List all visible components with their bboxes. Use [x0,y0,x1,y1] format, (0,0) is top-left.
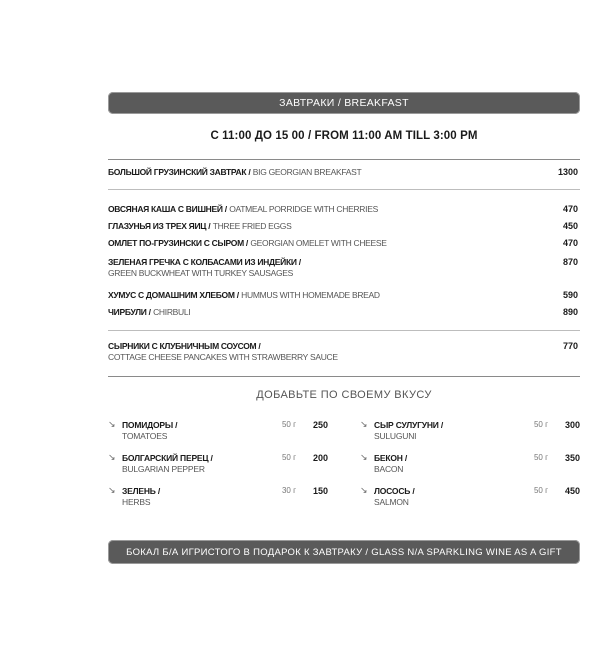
addon-price: 450 [564,486,580,496]
menu-item-ru: ГЛАЗУНЬЯ ИЗ ТРЕХ ЯИЦ / [108,221,211,231]
menu-item-ru: ЗЕЛЕНАЯ ГРЕЧКА С КОЛБАСАМИ ИЗ ИНДЕЙКИ / [108,257,301,267]
addon-price: 250 [312,420,328,430]
arrow-icon: ↘ [360,452,368,462]
menu-item-ru: СЫРНИКИ С КЛУБНИЧНЫМ СОУСОМ / [108,341,261,351]
addon-en: BULGARIAN PEPPER [122,464,205,474]
addon-ru: ПОМИДОРЫ / [122,420,178,430]
menu-item-price: 450 [562,221,578,231]
gift-banner-text: БОКАЛ Б/А ИГРИСТОГО В ПОДАРОК К ЗАВТРАКУ / GLASS N/A SPARKLING WINE AS A GIFT [126,546,562,558]
addon-ru: БЕКОН / [374,453,408,463]
menu-item [108,341,580,363]
addon-ru: ЛОСОСЬ / [374,486,415,496]
arrow-icon: ↘ [108,452,116,462]
menu-item [108,167,580,178]
addon-en: HERBS [122,497,151,507]
menu-item-price: 590 [562,290,578,300]
addon-weight: 50 г [533,486,548,495]
addon-weight: 30 г [281,486,296,495]
menu-item-en: HUMMUS WITH HOMEMADE BREAD [241,290,380,300]
menu-item-price: 870 [562,257,578,267]
addon-ru: БОЛГАРСКИЙ ПЕРЕЦ / [122,453,213,463]
arrow-icon: ↘ [108,485,116,495]
arrow-icon: ↘ [360,485,368,495]
divider [108,376,580,377]
addons-title: ДОБАВЬТЕ ПО СВОЕМУ ВКУСУ [256,389,432,401]
addon-price: 150 [312,486,328,496]
menu-item [108,290,580,301]
menu-item-ru: БОЛЬШОЙ ГРУЗИНСКИЙ ЗАВТРАК / [108,167,251,177]
addon-en: SALMON [374,497,409,507]
menu-item-price: 890 [562,307,578,317]
menu-item-en: OATMEAL PORRIDGE WITH CHERRIES [229,204,378,214]
divider [108,330,580,331]
menu-item-en: CHIRBULI [153,307,191,317]
addon-weight: 50 г [533,420,548,429]
addon-weight: 50 г [281,420,296,429]
menu-item-price: 470 [562,238,578,248]
menu-item-price: 470 [562,204,578,214]
divider [108,159,580,160]
menu-item-ru: ОВСЯНАЯ КАША С ВИШНЕЙ / [108,204,227,214]
section-banner-breakfast [108,92,580,114]
addon-price: 300 [564,420,580,430]
menu-item-en: COTTAGE CHEESE PANCAKES WITH STRAWBERRY SAUCE [108,352,338,362]
menu-item [108,204,580,215]
arrow-icon: ↘ [108,419,116,429]
addon-weight: 50 г [533,453,548,462]
addon-en: TOMATOES [122,431,168,441]
addon-weight: 50 г [281,453,296,462]
gift-banner [108,540,580,564]
menu-item-en: GREEN BUCKWHEAT WITH TURKEY SAUSAGES [108,268,294,278]
addon-en: SULUGUNI [374,431,417,441]
menu-item-ru: ЧИРБУЛИ / [108,307,151,317]
menu-item-en: THREE FRIED EGGS [212,221,292,231]
menu-item [108,257,580,279]
menu-item-en: BIG GEORGIAN BREAKFAST [252,167,362,177]
menu-item-en: GEORGIAN OMELET WITH CHEESE [250,238,387,248]
addon-ru: СЫР СУЛУГУНИ / [374,420,444,430]
addon-en: BACON [374,464,404,474]
serving-hours: С 11:00 ДО 15 00 / FROM 11:00 AM TILL 3:00 PM [210,130,478,142]
menu-item-price: 770 [562,341,578,351]
menu-item [108,307,580,318]
menu-item-price: 1300 [557,167,578,177]
addon-price: 200 [312,453,328,463]
addon-price: 350 [564,453,580,463]
divider [108,189,580,190]
arrow-icon: ↘ [360,419,368,429]
menu-item-ru: ОМЛЕТ ПО-ГРУЗИНСКИ С СЫРОМ / [108,238,248,248]
menu-item [108,221,580,232]
addon-ru: ЗЕЛЕНЬ / [122,486,160,496]
menu-item-ru: ХУМУС С ДОМАШНИМ ХЛЕБОМ / [108,290,239,300]
menu-item [108,238,580,249]
banner-title: ЗАВТРАКИ / BREAKFAST [279,97,409,109]
